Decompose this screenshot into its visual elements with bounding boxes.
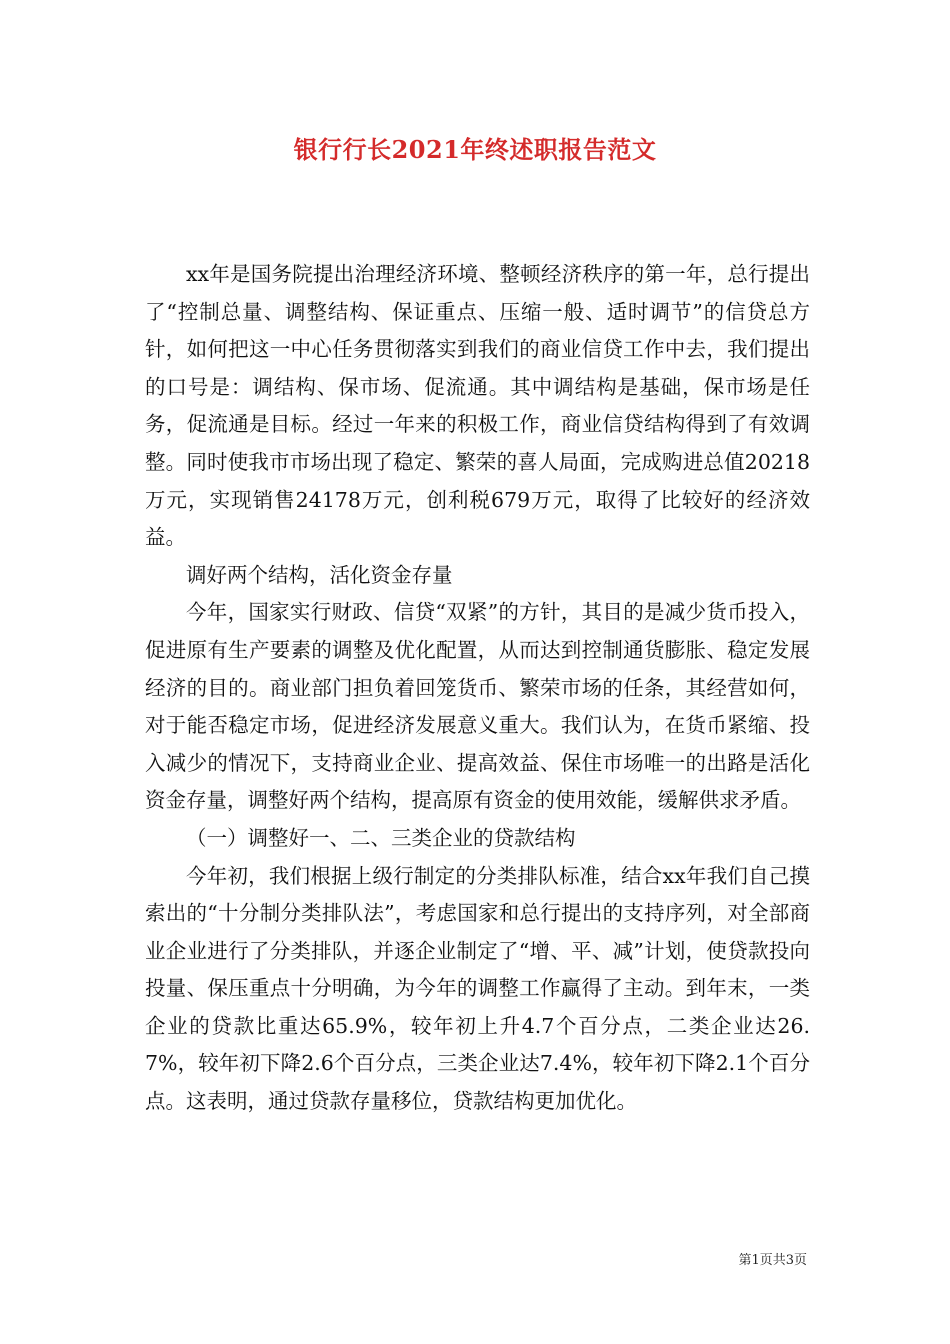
- paragraph-policy: 今年，国家实行财政、信贷“双紧”的方针，其目的是减少货币投入，促进原有生产要素的调整及优化配置，从而达到控制通货膨胀、稳定发展经济的目的。商业部门担负着回笼货币、繁荣市场的任条，其经营如何，对于能否稳定市场，促进经济发展意义重大。我们认为，在货币紧缩、投入减少的情况下，支持商业企业、提高效益、保住市场唯一的出路是活化资金存量，调整好两个结构，提高原有资金的使用效能，缓解供求矛盾。: [145, 600, 810, 813]
- document-title: 银行行长2021年终述职报告范文: [293, 135, 657, 164]
- section-heading: 调好两个结构，活化资金存量: [186, 562, 453, 587]
- document-body: [145, 256, 810, 1121]
- paragraph-loan-structure: 今年初，我们根据上级行制定的分类排队标准，结合xx年我们自己摸索出的“十分制分类排队法”，考虑国家和总行提出的支持序列，对全部商业企业进行了分类排队，并逐企业制定了“增、平、减”计划，使贷款投向投量、保压重点十分明确，为今年的调整工作赢得了主动。到年末，一类企业的贷款比重达65.9%，较年初上升4.7个百分点，二类企业达26.7%，较年初下降2.6个百分点，三类企业达7.4%，较年初下降2.1个百分点。这表明，通过贷款存量移位，贷款结构更加优化。: [145, 863, 810, 1114]
- subsection-heading: （一）调整好一、二、三类企业的贷款结构: [186, 825, 576, 850]
- paragraph-intro: xx年是国务院提出治理经济环境、整顿经济秩序的第一年，总行提出了“控制总量、调整结构、保证重点、压缩一般、适时调节”的信贷总方针，如何把这一中心任务贯彻落实到我们的商业信贷工作中去，我们提出的口号是：调结构、保市场、促流通。其中调结构是基础，保市场是任务，促流通是目标。经过一年来的积极工作，商业信贷结构得到了有效调整。同时使我市市场出现了稳定、繁荣的喜人局面，完成购进总值20218万元，实现销售24178万元，创利税679万元，取得了比较好的经济效益。: [145, 262, 810, 550]
- page-number: 第1页共3页: [738, 1253, 807, 1268]
